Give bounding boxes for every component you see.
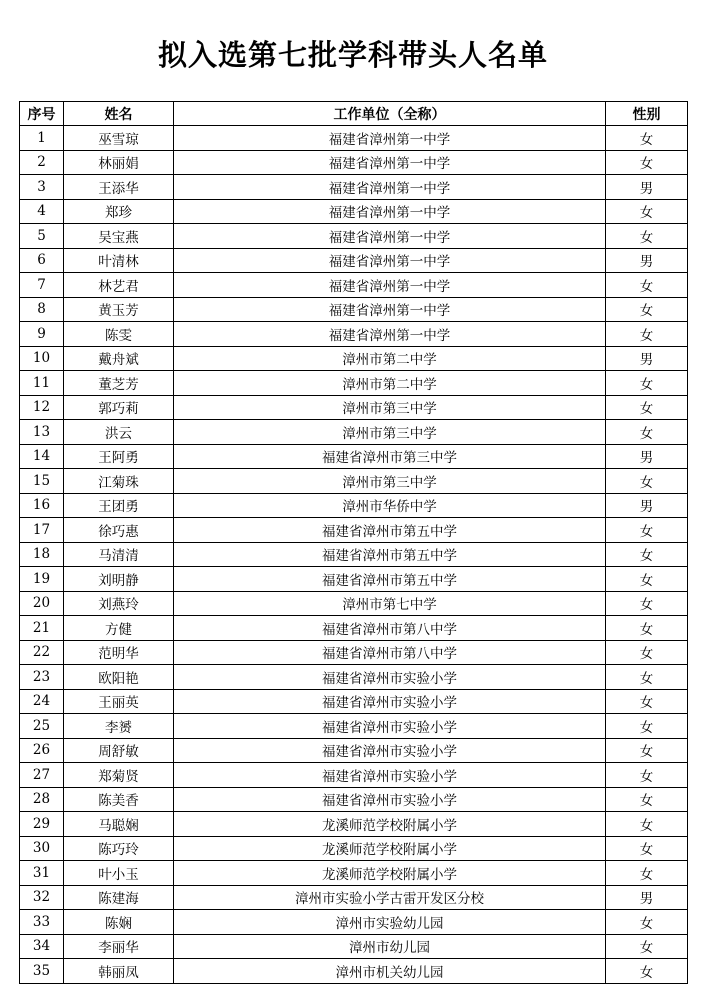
name-cell: 巫雪琼 [64,126,174,151]
table-row [20,444,688,469]
gender-cell: 女 [606,861,688,886]
workplace-cell: 漳州市机关幼儿园 [174,959,606,984]
row-number-cell: 24 [20,689,64,714]
row-number-cell: 34 [20,934,64,959]
row-number-cell: 8 [20,297,64,322]
workplace-cell: 福建省漳州市实验小学 [174,714,606,739]
table-row [20,248,688,273]
row-number-cell: 30 [20,836,64,861]
table-row [20,763,688,788]
gender-cell: 女 [606,469,688,494]
name-cell: 陈建海 [64,885,174,910]
workplace-cell: 漳州市第三中学 [174,469,606,494]
gender-cell: 男 [606,493,688,518]
name-cell: 吴宝燕 [64,224,174,249]
gender-cell: 女 [606,689,688,714]
gender-cell: 女 [606,518,688,543]
table-row [20,542,688,567]
workplace-cell: 福建省漳州第一中学 [174,297,606,322]
table-row [20,297,688,322]
name-cell: 戴舟斌 [64,346,174,371]
name-cell: 徐巧惠 [64,518,174,543]
row-number-cell: 17 [20,518,64,543]
table-body [20,126,688,984]
header-row [20,102,688,126]
row-number-cell: 15 [20,469,64,494]
row-number-cell: 25 [20,714,64,739]
table-row [20,371,688,396]
row-number-cell: 14 [20,444,64,469]
roster-table [19,101,688,984]
row-number-cell: 20 [20,591,64,616]
name-cell: 郭巧莉 [64,395,174,420]
table-row [20,395,688,420]
gender-cell: 女 [606,567,688,592]
table-row [20,199,688,224]
name-cell: 王丽英 [64,689,174,714]
gender-cell: 女 [606,224,688,249]
row-number-cell: 10 [20,346,64,371]
table-row [20,665,688,690]
row-number-cell: 26 [20,738,64,763]
row-number-cell: 29 [20,812,64,837]
row-number-cell: 4 [20,199,64,224]
gender-cell: 男 [606,444,688,469]
table-row [20,714,688,739]
row-number-cell: 9 [20,322,64,347]
name-cell: 王添华 [64,175,174,200]
name-cell: 陈娴 [64,910,174,935]
name-cell: 马聪娴 [64,812,174,837]
name-cell: 叶清林 [64,248,174,273]
workplace-cell: 福建省漳州市实验小学 [174,689,606,714]
table-row [20,885,688,910]
name-cell: 范明华 [64,640,174,665]
row-number-cell: 33 [20,910,64,935]
name-cell: 郑珍 [64,199,174,224]
row-number-cell: 7 [20,273,64,298]
gender-cell: 女 [606,812,688,837]
row-number-cell: 1 [20,126,64,151]
gender-cell: 女 [606,959,688,984]
row-number-cell: 35 [20,959,64,984]
column-header-number: 序号 [20,102,64,126]
gender-cell: 女 [606,591,688,616]
table-row [20,150,688,175]
gender-cell: 男 [606,885,688,910]
gender-cell: 女 [606,395,688,420]
workplace-cell: 福建省漳州第一中学 [174,175,606,200]
column-header-workplace: 工作单位（全称） [174,102,606,126]
workplace-cell: 福建省漳州市第八中学 [174,640,606,665]
row-number-cell: 12 [20,395,64,420]
workplace-cell: 漳州市实验幼儿园 [174,910,606,935]
table-row [20,322,688,347]
row-number-cell: 18 [20,542,64,567]
gender-cell: 女 [606,836,688,861]
row-number-cell: 11 [20,371,64,396]
table-row [20,567,688,592]
table-row [20,738,688,763]
workplace-cell: 福建省漳州第一中学 [174,224,606,249]
name-cell: 林丽娟 [64,150,174,175]
name-cell: 陈雯 [64,322,174,347]
workplace-cell: 福建省漳州市第三中学 [174,444,606,469]
workplace-cell: 福建省漳州第一中学 [174,322,606,347]
workplace-cell: 福建省漳州第一中学 [174,248,606,273]
table-row [20,273,688,298]
workplace-cell: 福建省漳州第一中学 [174,126,606,151]
column-header-name: 姓名 [64,102,174,126]
name-cell: 欧阳艳 [64,665,174,690]
workplace-cell: 福建省漳州市第五中学 [174,567,606,592]
row-number-cell: 3 [20,175,64,200]
table-header [20,102,688,126]
name-cell: 王团勇 [64,493,174,518]
row-number-cell: 19 [20,567,64,592]
table-row [20,910,688,935]
workplace-cell: 福建省漳州市实验小学 [174,665,606,690]
table-row [20,812,688,837]
gender-cell: 女 [606,420,688,445]
workplace-cell: 福建省漳州第一中学 [174,199,606,224]
row-number-cell: 27 [20,763,64,788]
name-cell: 马清清 [64,542,174,567]
workplace-cell: 漳州市华侨中学 [174,493,606,518]
table-row [20,934,688,959]
name-cell: 郑菊贤 [64,763,174,788]
name-cell: 黄玉芳 [64,297,174,322]
name-cell: 李丽华 [64,934,174,959]
name-cell: 方健 [64,616,174,641]
row-number-cell: 6 [20,248,64,273]
gender-cell: 男 [606,346,688,371]
table-row [20,836,688,861]
name-cell: 董芝芳 [64,371,174,396]
workplace-cell: 龙溪师范学校附属小学 [174,836,606,861]
name-cell: 江菊珠 [64,469,174,494]
workplace-cell: 福建省漳州市实验小学 [174,787,606,812]
table-row [20,175,688,200]
gender-cell: 女 [606,763,688,788]
row-number-cell: 28 [20,787,64,812]
name-cell: 韩丽凤 [64,959,174,984]
gender-cell: 女 [606,787,688,812]
gender-cell: 男 [606,175,688,200]
gender-cell: 女 [606,934,688,959]
name-cell: 李赟 [64,714,174,739]
gender-cell: 女 [606,738,688,763]
workplace-cell: 福建省漳州市实验小学 [174,763,606,788]
workplace-cell: 福建省漳州市实验小学 [174,738,606,763]
workplace-cell: 漳州市第二中学 [174,371,606,396]
workplace-cell: 漳州市实验小学古雷开发区分校 [174,885,606,910]
table-row [20,591,688,616]
gender-cell: 女 [606,542,688,567]
workplace-cell: 龙溪师范学校附属小学 [174,812,606,837]
name-cell: 洪云 [64,420,174,445]
row-number-cell: 31 [20,861,64,886]
gender-cell: 女 [606,126,688,151]
workplace-cell: 福建省漳州市第八中学 [174,616,606,641]
workplace-cell: 漳州市第二中学 [174,346,606,371]
page-title: 拟入选第七批学科带头人名单 [157,38,548,73]
workplace-cell: 漳州市第三中学 [174,420,606,445]
name-cell: 陈美香 [64,787,174,812]
gender-cell: 女 [606,371,688,396]
table-row [20,224,688,249]
row-number-cell: 16 [20,493,64,518]
gender-cell: 女 [606,910,688,935]
table-row [20,469,688,494]
table-row [20,616,688,641]
table-row [20,518,688,543]
name-cell: 刘明静 [64,567,174,592]
row-number-cell: 21 [20,616,64,641]
table-row [20,959,688,984]
row-number-cell: 32 [20,885,64,910]
gender-cell: 女 [606,640,688,665]
row-number-cell: 2 [20,150,64,175]
gender-cell: 女 [606,616,688,641]
table-row [20,689,688,714]
gender-cell: 女 [606,150,688,175]
workplace-cell: 漳州市第七中学 [174,591,606,616]
workplace-cell: 龙溪师范学校附属小学 [174,861,606,886]
table-row [20,420,688,445]
gender-cell: 女 [606,665,688,690]
workplace-cell: 福建省漳州第一中学 [174,273,606,298]
gender-cell: 女 [606,273,688,298]
workplace-cell: 漳州市第三中学 [174,395,606,420]
gender-cell: 男 [606,248,688,273]
column-header-gender: 性别 [606,102,688,126]
workplace-cell: 福建省漳州市第五中学 [174,542,606,567]
table-row [20,640,688,665]
table-row [20,493,688,518]
row-number-cell: 5 [20,224,64,249]
name-cell: 林艺君 [64,273,174,298]
workplace-cell: 福建省漳州市第五中学 [174,518,606,543]
table-row [20,861,688,886]
name-cell: 刘燕玲 [64,591,174,616]
name-cell: 王阿勇 [64,444,174,469]
workplace-cell: 漳州市幼儿园 [174,934,606,959]
name-cell: 周舒敏 [64,738,174,763]
gender-cell: 女 [606,199,688,224]
name-cell: 陈巧玲 [64,836,174,861]
table-row [20,787,688,812]
row-number-cell: 13 [20,420,64,445]
gender-cell: 女 [606,714,688,739]
workplace-cell: 福建省漳州第一中学 [174,150,606,175]
gender-cell: 女 [606,322,688,347]
table-row [20,126,688,151]
row-number-cell: 23 [20,665,64,690]
name-cell: 叶小玉 [64,861,174,886]
gender-cell: 女 [606,297,688,322]
table-row [20,346,688,371]
row-number-cell: 22 [20,640,64,665]
